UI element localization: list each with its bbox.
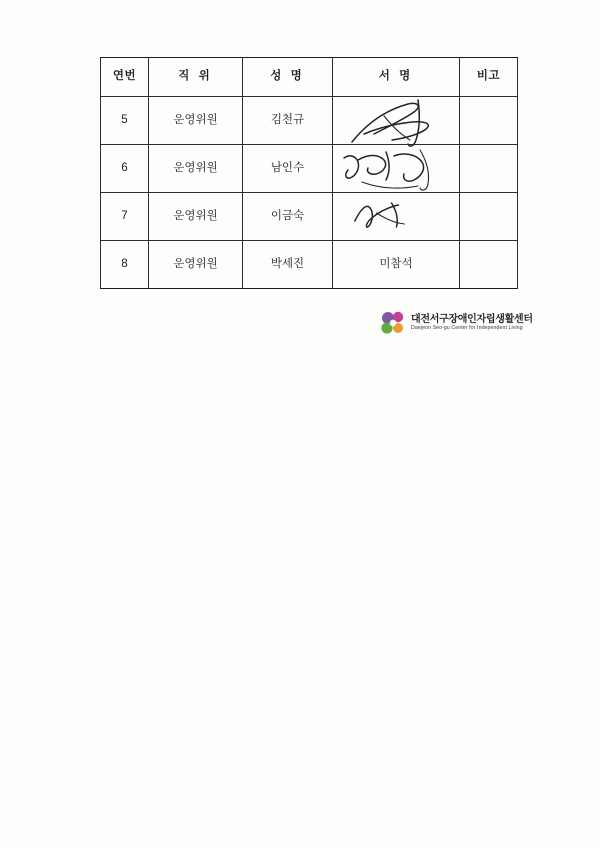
cell-note	[460, 97, 518, 145]
row-no-value: 7	[121, 209, 128, 222]
cell-name	[243, 241, 333, 289]
row-name-value: 박세진	[270, 257, 305, 270]
table-row	[101, 241, 518, 289]
column-header-no-label: 연번	[112, 70, 137, 83]
cell-name	[243, 97, 333, 145]
logo-mark-svg	[380, 310, 406, 336]
row-no-value: 6	[121, 161, 128, 174]
table-row	[101, 97, 518, 145]
cell-no	[101, 145, 149, 193]
cell-position	[149, 145, 243, 193]
cell-name	[243, 193, 333, 241]
column-header-note	[460, 58, 518, 97]
cell-signature	[333, 193, 460, 241]
cell-note	[460, 241, 518, 289]
cell-position	[149, 241, 243, 289]
cell-signature	[333, 241, 460, 289]
row-no-value: 8	[121, 257, 128, 270]
column-header-name-label: 성 명	[270, 70, 305, 83]
column-header-no	[101, 58, 149, 97]
row-name-value: 남인수	[270, 161, 305, 174]
table-row	[101, 193, 518, 241]
cell-signature	[333, 145, 460, 193]
cell-signature	[333, 97, 460, 145]
row-name-value: 이금숙	[270, 209, 305, 222]
column-header-signature-label: 서 명	[378, 70, 414, 83]
logo-english-name: Daejeon Seo-gu Center for Independent Living	[411, 325, 523, 332]
cell-position	[149, 97, 243, 145]
column-header-signature	[333, 58, 460, 97]
row-position-value: 운영위원	[173, 209, 218, 222]
row-no-value: 5	[121, 113, 128, 126]
table-header-row	[101, 58, 518, 97]
column-header-name	[243, 58, 333, 97]
cell-no	[101, 97, 149, 145]
cell-no	[101, 193, 149, 241]
row-signature-value: 미참석	[379, 257, 413, 270]
row-position-value: 운영위원	[173, 113, 218, 126]
table-row	[101, 145, 518, 193]
table-body	[101, 97, 518, 289]
cell-note	[460, 145, 518, 193]
logo-flower-icon	[380, 310, 406, 336]
row-position-value: 운영위원	[173, 257, 218, 270]
logo-text-block	[411, 315, 533, 332]
row-position-value: 운영위원	[173, 161, 218, 174]
column-header-note-label: 비고	[476, 70, 501, 83]
handwritten-signature-3	[333, 193, 459, 240]
table-header	[101, 58, 518, 97]
column-header-position-label: 직 위	[178, 70, 213, 83]
cell-position	[149, 193, 243, 241]
row-name-value: 김천규	[270, 113, 305, 126]
column-header-position	[149, 58, 243, 97]
cell-name	[243, 145, 333, 193]
cell-note	[460, 193, 518, 241]
organization-logo	[380, 309, 533, 337]
logo-korean-name: 대전서구장애인자립생활센터	[411, 313, 533, 325]
attendance-signature-table	[100, 57, 518, 289]
cell-no	[101, 241, 149, 289]
